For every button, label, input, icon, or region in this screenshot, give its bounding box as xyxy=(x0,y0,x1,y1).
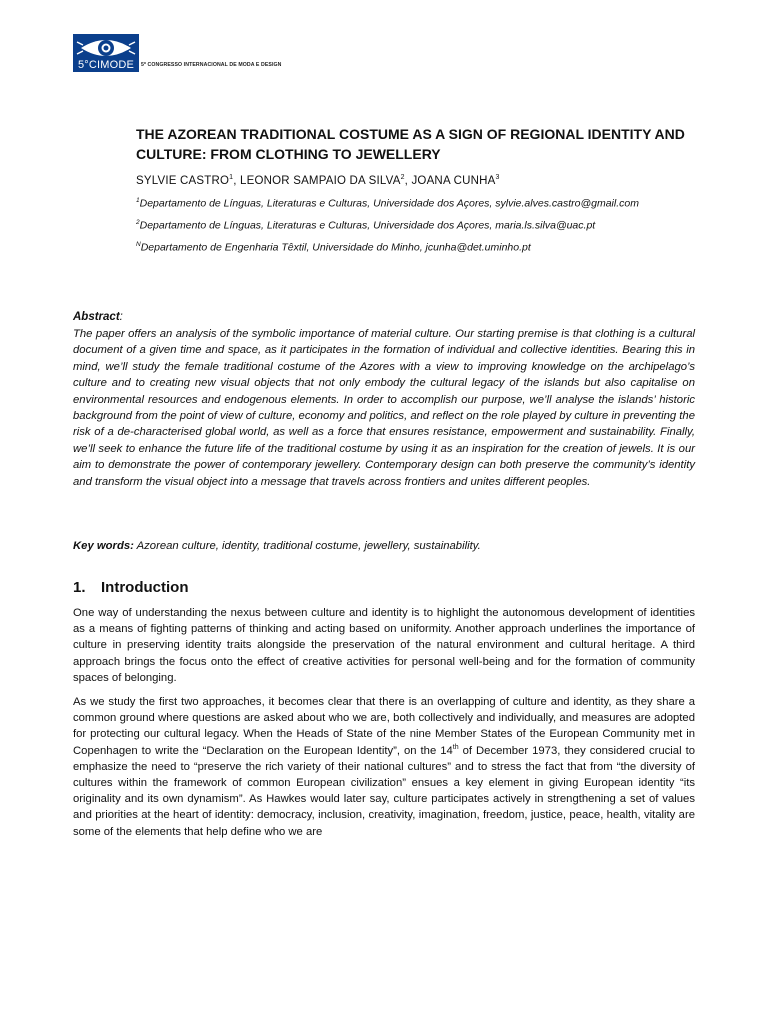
congress-name: 5º CONGRESSO INTERNACIONAL DE MODA E DESIGN xyxy=(141,62,282,68)
author-mark: 2 xyxy=(400,174,405,181)
author-name: SYLVIE CASTRO xyxy=(136,174,230,187)
logo-text: 5°CIMODE xyxy=(77,59,135,71)
author-list xyxy=(136,174,500,187)
affiliation-text: Departamento de Línguas, Literaturas e Culturas, Universidade dos Açores, sylvie.alves.castro@gmail.com xyxy=(139,197,639,210)
author-mark: 1 xyxy=(229,174,234,181)
affiliation-text: Departamento de Línguas, Literaturas e Culturas, Universidade dos Açores, maria.ls.silva@uac.pt xyxy=(139,219,596,232)
affiliation-mark: 1 xyxy=(136,197,140,204)
keywords-label: Key words: xyxy=(73,540,134,552)
ordinal-suffix: th xyxy=(452,743,459,751)
paragraph-text: As we study the first two approaches, it becomes clear that there is an overlapping of culture and identity, as they share a common ground where questions are asked about who we are, both collectively and individually, and measures are adopted for protecting our cultural legacy. When the Heads of State of the nine Member States of the European Community met in Copenhagen to write the “Declaration on the European Identity”, on the 14 xyxy=(73,696,695,757)
body-paragraph xyxy=(73,694,695,840)
author-name: JOANA CUNHA xyxy=(411,174,496,187)
author-separator: , xyxy=(233,174,241,187)
eye-icon xyxy=(73,34,139,62)
keywords-text: Azorean culture, identity, traditional costume, jewellery, sustainability. xyxy=(133,540,481,552)
affiliation xyxy=(136,219,595,232)
author-separator: , xyxy=(404,174,412,187)
section-number: 1. xyxy=(73,579,86,596)
abstract-heading xyxy=(73,311,123,323)
author-mark: 3 xyxy=(495,174,500,181)
affiliation xyxy=(136,241,531,254)
affiliation-mark: N xyxy=(136,241,141,248)
author-name: LEONOR SAMPAIO DA SILVA xyxy=(240,174,401,187)
affiliation xyxy=(136,197,639,210)
affiliation-mark: 2 xyxy=(136,219,140,226)
body-paragraph: One way of understanding the nexus between culture and identity is to highlight the autonomous development of identities as a means of fighting patterns of thinking and acting based on uniformity. Another approach underlines the importance of culture in preserving identity traits alongside the preservation of the natural environment and cultural heritage. A third approach brings the focus onto the effect of creative activities for personal well-being and for the formation of community spaces of belonging. xyxy=(73,607,695,684)
paragraph-text: of December 1973, they considered crucial to emphasize the need to “preserve the rich variety of their national cultures” and to stress the fact that from “the diversity of cultures within the framework of common European civilization” ensues a key element in giving European identity “its originality and its own dynamism”. As Hawkes would later say, culture participates actively in strengthening a set of values and priorities at the heart of identity: democracy, inclusion, creativity, imagination, freedom, justice, peace, health, vitality are some of the elements that help define who we are xyxy=(73,744,695,838)
cimode-logo xyxy=(73,34,139,72)
abstract-body: The paper offers an analysis of the symbolic importance of material culture. Our starting premise is that clothing is a cultural document of a given time and space, as it participates in the formation of individual and collective identities. Bearing this in mind, we’ll study the female traditional costume of the Azores with a view to improving knowledge on the archipelago’s culture and to creating new visual objects that not only embody the cultural legacy of the islands but also capitalise on environmental resources and endogenous elements. In order to accomplish our purpose, we’ll analyse the islands’ historic background from the point of view of culture, economy and politics, and reflect on the role played by culture in preventing the risk of a de-characterised global world, as well as a force that ensures resistance, empowerment and sustainability. Finally, we’ll seek to enhance the future life of the traditional costume by using it as an inspiration for the creation of jewels. It is our aim to demonstrate the power of contemporary jewellery. Contemporary design can both preserve the community’s identity and transform the visual object into a message that travels across frontiers and unites different peoples. xyxy=(73,328,695,488)
abstract-heading-colon: : xyxy=(119,311,123,323)
keywords xyxy=(73,540,481,552)
paper-title: THE AZOREAN TRADITIONAL COSTUME AS A SIGN OF REGIONAL IDENTITY AND CULTURE: FROM CLOTHING TO JEWELLERY xyxy=(136,126,685,162)
affiliation-text: Departamento de Engenharia Têxtil, Universidade do Minho, jcunha@det.uminho.pt xyxy=(140,241,531,254)
section-heading xyxy=(73,579,188,596)
section-title: Introduction xyxy=(101,579,189,596)
abstract-heading-text: Abstract xyxy=(73,311,120,323)
